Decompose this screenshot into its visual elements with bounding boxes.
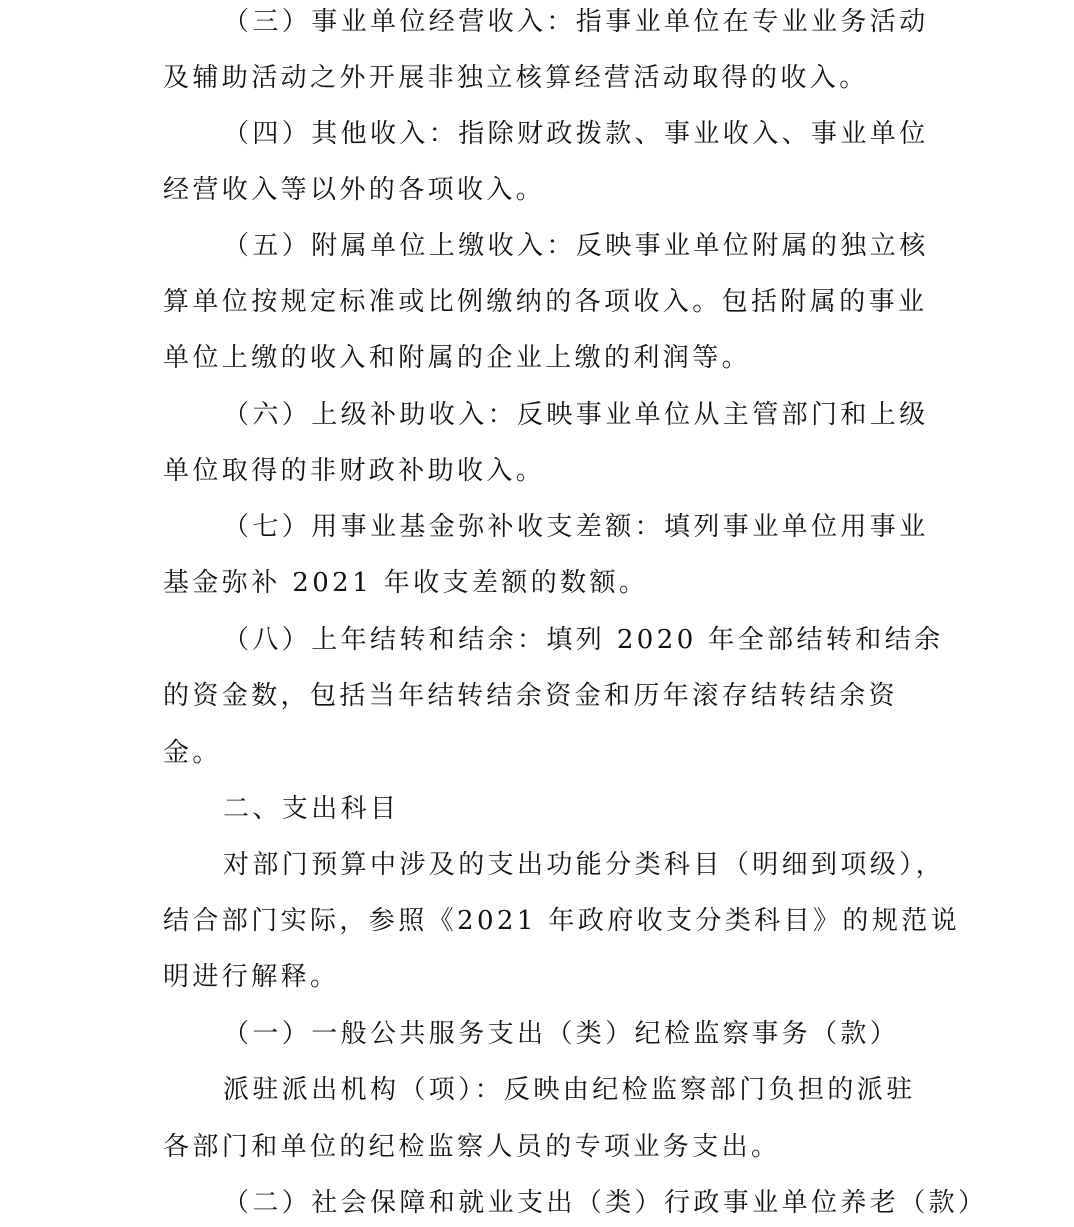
paragraph-line: 各部门和单位的纪检监察人员的专项业务支出。	[163, 1132, 781, 1162]
paragraph-line: （五）附属单位上缴收入：反映事业单位附属的独立核	[223, 231, 929, 261]
paragraph-line: 单位取得的非财政补助收入。	[163, 456, 546, 486]
paragraph-line: 及辅助活动之外开展非独立核算经营活动取得的收入。	[163, 63, 869, 93]
paragraph-line: （一）一般公共服务支出（类）纪检监察事务（款）	[223, 1019, 900, 1049]
paragraph-line: 派驻派出机构（项）：反映由纪检监察部门负担的派驻	[223, 1075, 916, 1105]
document-page	[163, 0, 988, 1227]
paragraph-line: （二）社会保障和就业支出（类）行政事业单位养老（款）	[223, 1188, 988, 1218]
paragraph-line: 基金弥补 2021 年收支差额的数额。	[163, 568, 649, 598]
paragraph-line: （七）用事业基金弥补收支差额：填列事业单位用事业	[223, 512, 929, 542]
paragraph-line: 的资金数，包括当年结转结余资金和历年滚存结转结余资	[163, 681, 899, 711]
paragraph-line: （四）其他收入：指除财政拨款、事业收入、事业单位	[223, 119, 929, 149]
paragraph-line: 算单位按规定标准或比例缴纳的各项收入。包括附属的事业	[163, 287, 928, 317]
paragraph-line: 单位上缴的收入和附属的企业上缴的利润等。	[163, 343, 752, 373]
paragraph-line: 金。	[163, 738, 222, 768]
section-heading: 二、支出科目	[223, 794, 400, 824]
paragraph-line: 对部门预算中涉及的支出功能分类科目（明细到项级），	[223, 850, 946, 880]
paragraph-line: （六）上级补助收入：反映事业单位从主管部门和上级	[223, 400, 929, 430]
paragraph-line: （三）事业单位经营收入：指事业单位在专业业务活动	[223, 7, 929, 37]
paragraph-line: 明进行解释。	[163, 962, 340, 992]
paragraph-line: 经营收入等以外的各项收入。	[163, 175, 546, 205]
paragraph-line: （八）上年结转和结余：填列 2020 年全部结转和结余	[223, 625, 944, 655]
paragraph-line: 结合部门实际，参照《2021 年政府收支分类科目》的规范说	[163, 906, 961, 936]
